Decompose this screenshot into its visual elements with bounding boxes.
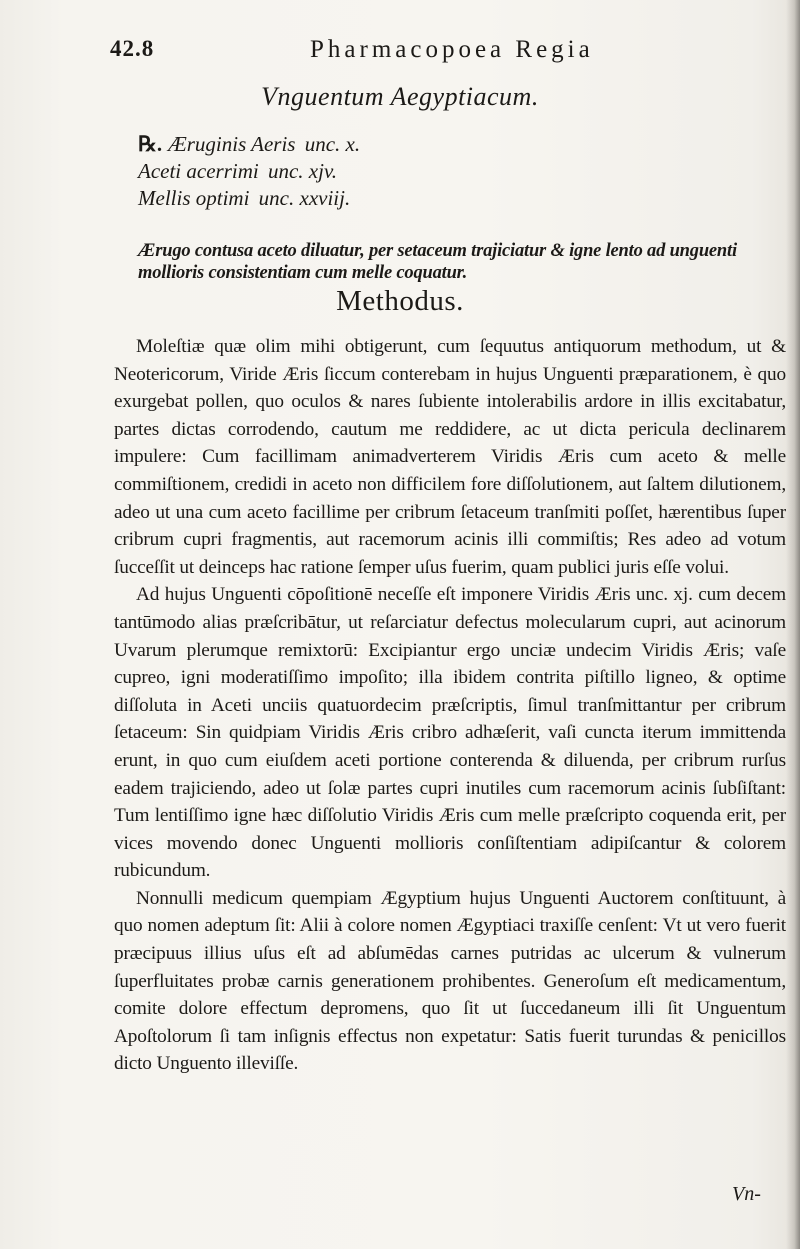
ingredient-quantity: unc. xxviij. bbox=[258, 186, 351, 210]
page-number: 42.8 bbox=[110, 36, 155, 61]
catchword: Vn- bbox=[732, 1183, 761, 1205]
ingredient-name: Aceti acerrimi bbox=[138, 159, 259, 183]
paragraph: Moleſtiæ quæ olim mihi obtigerunt, cum ſequutus antiquorum methodum, ut & Neotericorum, Viride Æris ſiccum conterebam in hujus Unguenti præparationem, è quo exurgebat pollen, quo oculos & nares ſubiente intolerabilis ardore in illis excitabatur, partes dictas corrodendo, cautum me reddidere, ac ut dicta pericula declinarem impulere: Cum facillimam animadverterem Viridis Æris cum aceto & melle commiſtionem, credidi in aceto non difficilem fore diſſolutionem, aut ſaltem dilutionem, adeo ut una cum aceto facillime per cribrum ſetaceum tranſmiti poſſet, hærentibus ſuper cribrum cupri fragmentis, aut racemorum acinis illi commiſtis; Res adeo ad votum ſucceſſit ut deinceps hac ratione ſemper uſus fuerim, quam publici juris eſſe volui. bbox=[114, 336, 786, 578]
paragraph: Ad hujus Unguenti cōpoſitionē neceſſe eſt imponere Viridis Æris unc. xj. cum decem tantūmodo alias præſcribātur, ut reſarciatur defectus molecularum cupri, aut acinorum Uvarum plerumque remixtorū: Excipiantur ergo unciæ undecim Viridis Æris; vaſe cupreo, igni moderatiſſimo impoſito; illa ibidem contrita piſtillo ligneo, & optime diſſoluta in Aceti unciis quatuordecim præſcriptis, ſimul tranſmittantur per cribrum ſetaceum: Sin quidpiam Viridis Æris cribro adhæſerit, vaſi cuncta iterum immittenda erunt, in quo cum eiuſdem aceti portione conterenda & diluenda, per cribrum rurſus eadem trajiciendo, adeo ut ſolæ partes cupri inutiles cum racemorum acinis ſubſiſtant: Tum lentiſſimo igne hæc diſſolutio Viridis Æris cum melle præſcripto coquenda erit, per vices movendo donec Unguenti mollioris conſiſtentiam adipiſcantur & colorem rubicundum. bbox=[114, 584, 786, 882]
ingredient-name: Æruginis Aeris bbox=[168, 132, 296, 156]
recipe-title: Vnguentum Aegyptiacum. bbox=[261, 82, 539, 111]
ingredient-line bbox=[138, 131, 360, 158]
running-head bbox=[110, 36, 670, 70]
ingredient-quantity: unc. xjv. bbox=[267, 159, 337, 183]
ingredient-line bbox=[138, 185, 360, 212]
preparation-instruction: Ærugo contusa aceto diluatur, per setaceum trajiciatur & igne lento ad unguenti mollioris consistentiam cum melle coquatur. bbox=[138, 241, 737, 283]
method-heading: Methodus. bbox=[336, 285, 464, 317]
ingredient-line bbox=[138, 158, 360, 185]
paragraph: Nonnulli medicum quempiam Ægyptium hujus Unguenti Auctorem conſtituunt, à quo nomen adeptum ſit: Alii à colore nomen Ægyptiaci traxiſſe cenſent: Vt ut vero fuerit præcipuus illius uſus eſt ad abſumēdas carnes putridas ac ulcerum & vulnerum ſuperfluitates probæ carnis generationem prohibentes. Generoſum eſt medicamentum, comite dolore effectum depromens, quo ſit ut ſuccedaneum illi ſit Unguentum Apoſtolorum ſi tam inſignis effectus non expetatur: Satis fuerit turundas & penicillos dicto Unguento illeviſſe. bbox=[114, 887, 786, 1075]
recipe-symbol: ℞. bbox=[138, 132, 163, 156]
ingredient-list bbox=[138, 131, 360, 212]
ingredient-name: Mellis optimi bbox=[138, 186, 250, 210]
running-title: Pharmacopoea Regia bbox=[310, 36, 594, 63]
ingredient-quantity: unc. x. bbox=[304, 132, 361, 156]
method-body bbox=[114, 333, 786, 1078]
page-edge-shadow bbox=[786, 0, 800, 1249]
